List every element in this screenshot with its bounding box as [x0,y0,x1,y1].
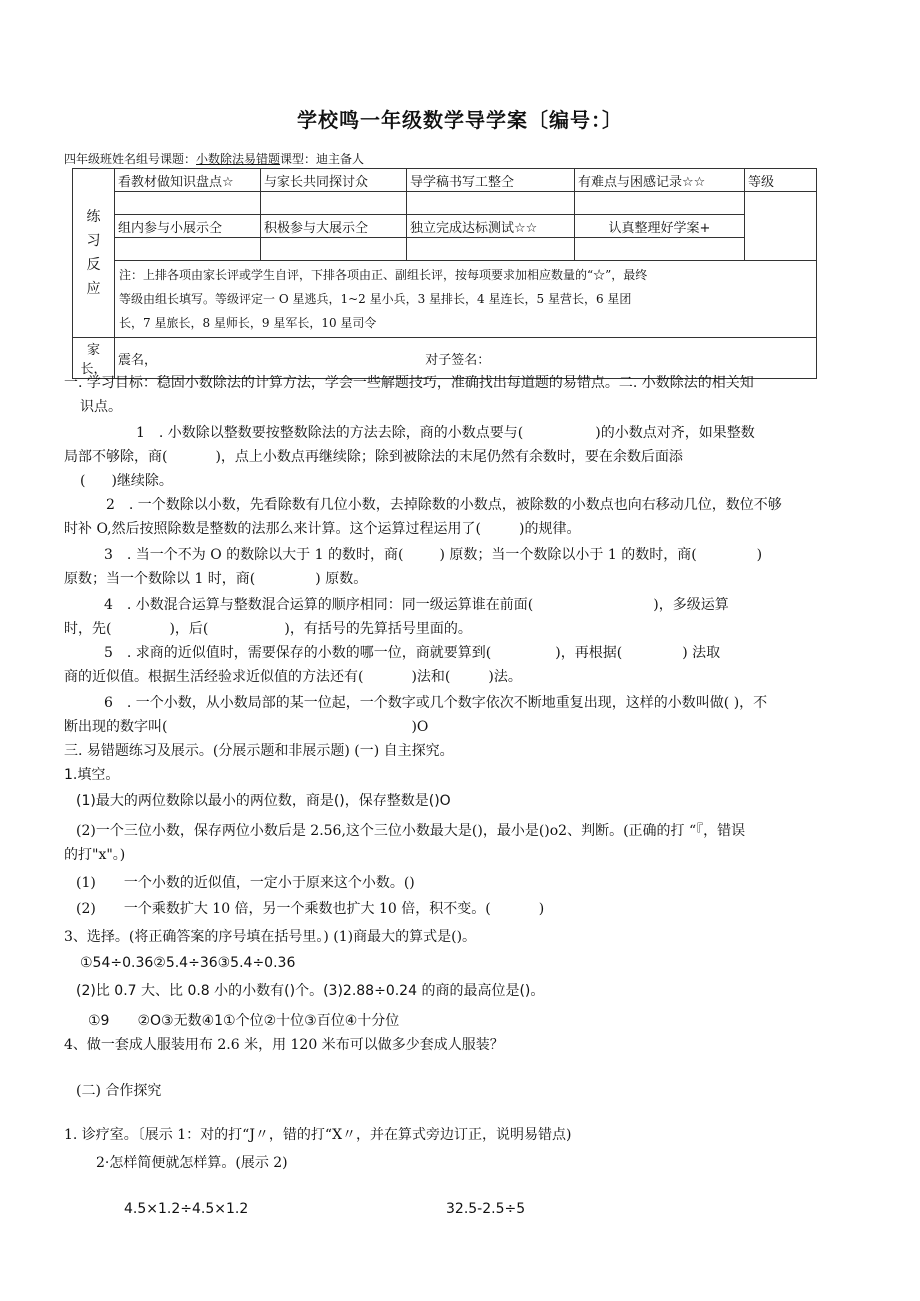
score-cell[interactable] [261,192,407,215]
q5-line2 [64,668,522,686]
fill-q1: (1)最大的两位数除以最小的两位数，商是()，保存整数是()O [76,793,451,809]
text: )，多级运算 [653,597,729,613]
simplify-task: 2·怎样简便就怎样算。(展示 2) [96,1155,288,1171]
grade-cell[interactable] [745,192,817,261]
note-line: 注：上排各项由家长评或学生自评，下排各项由正、副组长评，按每项要求加相应数量的“☆”，最终 [119,268,648,282]
q4-line2 [64,620,472,638]
text: ) [538,901,545,917]
judge-q2 [76,900,544,918]
choice-options-1: ①54÷0.36②5.4÷36③5.4÷0.36 [80,955,296,971]
score-cell[interactable] [261,238,407,261]
side-label [73,169,115,338]
side-char: 习 [86,233,101,249]
judge-q1: (1) 一个小数的近似值，一定小于原来这个小数。() [76,875,415,891]
criterion-cell: 导学稿书写工整仝 [407,169,575,192]
text: 商的近似值。根据生活经验求近似值的方法还有( [64,669,364,685]
text: )的规律。 [519,521,581,537]
text: ) 原数。 [315,571,368,587]
q6-line1: 6 . 一个小数，从小数局部的某一位起，一个数字或几个数字依次不断地重复出现，这样的小数叫做( )，不 [104,695,768,711]
q2-line2 [64,520,581,538]
expression-1: 4.5×1.2÷4.5×1.2 [124,1201,249,1217]
side-char: 反 [86,257,101,273]
text: )的小数点对齐，如果整数 [595,425,755,441]
score-cell[interactable] [575,192,745,215]
q4-line1 [104,596,729,614]
score-cell[interactable] [407,192,575,215]
criterion-cell: 独立完成达标测试☆☆ [407,215,575,238]
side-char: 练 [86,209,101,225]
choice-options-2: ①9 ②O③无数④1①个位②十位③百位④十分位 [88,1013,400,1029]
objective-line: 一. 学习目标：稳固小数除法的计算方法，学会一些解题技巧，准确找出每道题的易错点。二. 小数除法的相关知 [64,375,754,391]
score-cell[interactable] [407,238,575,261]
note-line: 等级由组长填写。等级评定一 O 星逃兵，1~2 星小兵，3 星排长，4 星连长，5 星营长，6 星团 [119,292,632,306]
text: ) [756,547,763,563]
criterion-cell: 组内参与小展示仝 [115,215,261,238]
q1-line3 [80,472,173,490]
text: 时，先( [64,621,112,637]
criterion-cell: 认真整理好学案+ [575,215,745,238]
text: ( [80,473,86,489]
text: )，后( [169,621,209,637]
choice-heading: 3、选择。(将正确答案的序号填在括号里。) (1)商最大的算式是()。 [64,929,477,945]
fill-q2: (2)一个三位小数，保存两位小数后是 2.56,这个三位小数最大是()，最小是()o2、判断。(正确的打 “『，错误 [76,823,746,839]
text: 1 . 小数除以整数要按整数除法的方法去除，商的小数点要与( [136,425,524,441]
text: 时补 O,然后按照除数是整数的法那么来计算。这个运算过程运用了( [64,521,482,537]
q6-line2 [64,718,428,736]
expression-2: 32.5-2.5÷5 [446,1201,526,1217]
q3-line2 [64,570,367,588]
criterion-cell: 与家长共同探讨众 [261,169,407,192]
criterion-cell: 积极参与大展示仝 [261,215,407,238]
table-note [115,261,817,338]
text: ) 法取 [682,645,721,661]
criterion-cell: 看教材做知识盘点☆ [115,169,261,192]
criterion-cell: 有难点与困感记录☆☆ [575,169,745,192]
text: )，有括号的先算括号里面的。 [284,621,472,637]
score-cell[interactable] [115,192,261,215]
section-3-heading: 三. 易错题练习及展示。(分展示题和非展示题) (一) 自主探究。 [64,743,454,759]
text: )O [411,719,429,735]
evaluation-table [72,168,817,379]
text: )法和( [411,669,451,685]
text: 局部不够除，商( [64,449,168,465]
q1-line1 [136,424,755,442]
text: 断出现的数字叫( [64,719,168,735]
text: )继续除。 [111,473,173,489]
fill-heading: 1.填空。 [64,767,120,783]
q1-line2 [64,448,683,466]
text: )，点上小数点再继续除；除到被除法的末尾仍然有余数时，要在余数后面添 [215,449,683,465]
text: (2) 一个乘数扩大 10 倍，另一个乘数也扩大 10 倍，积不变。( [76,901,491,917]
objective-line-2: 识点。 [80,399,122,415]
text: 原数；当一个数除以 1 时，商( [64,571,256,587]
q3-line1 [104,546,762,564]
signature-row[interactable] [115,338,817,379]
text: )，再根据( [555,645,623,661]
coop-heading: (二) 合作探究 [76,1083,162,1099]
sign-label: 震名， [118,352,158,368]
text: ) 原数；当一个数除以小于 1 的数时，商( [439,547,697,563]
meta-suffix: 课型：迪主备人 [280,152,365,166]
page-title: 学校鸣一年级数学导学案〔编号：〕 [297,108,623,132]
header-meta [64,150,364,167]
pair-sign-label: 对子签名： [425,352,491,368]
side-char: 应 [86,281,101,297]
score-cell[interactable] [115,238,261,261]
note-line: 长，7 星旅长，8 星师长，9 星军长，10 星司令 [119,316,377,330]
q2-line1: 2 . 一个数除以小数，先看除数有几位小数，去掉除数的小数点，被除数的小数点也向右移动几位，数位不够 [106,497,782,513]
word-problem: 4、做一套成人服装用布 2.6 米，用 120 米布可以做多少套成人服装？ [64,1037,504,1053]
meta-prefix: 四年级班姓名组号课题： [64,152,197,166]
parent-label: 家长， [73,338,115,379]
text: 5 . 求商的近似值时，需要保存的小数的哪一位，商就要算到( [104,645,492,661]
choice-q2-q3: (2)比 0.7 大、比 0.8 小的小数有()个。(3)2.88÷0.24 的商的最高位是()。 [76,983,545,999]
text: )法。 [488,669,522,685]
text: 4 . 小数混合运算与整数混合运算的顺序相同：同一级运算谁在前面( [104,597,534,613]
q5-line1 [104,644,720,662]
meta-topic: 小数除法易错题 [196,152,281,166]
clinic-task: 1. 诊疗室。〔展示 1：对的打“J〃，错的打“X〃，并在算式旁边订正，说明易错点) [64,1127,572,1143]
grade-label: 等级 [745,169,817,192]
text: 3 . 当一个不为 O 的数除以大于 1 的数时，商( [104,547,404,563]
score-cell[interactable] [575,238,745,261]
fill-q2-cont: 的打"x"。) [64,847,126,863]
